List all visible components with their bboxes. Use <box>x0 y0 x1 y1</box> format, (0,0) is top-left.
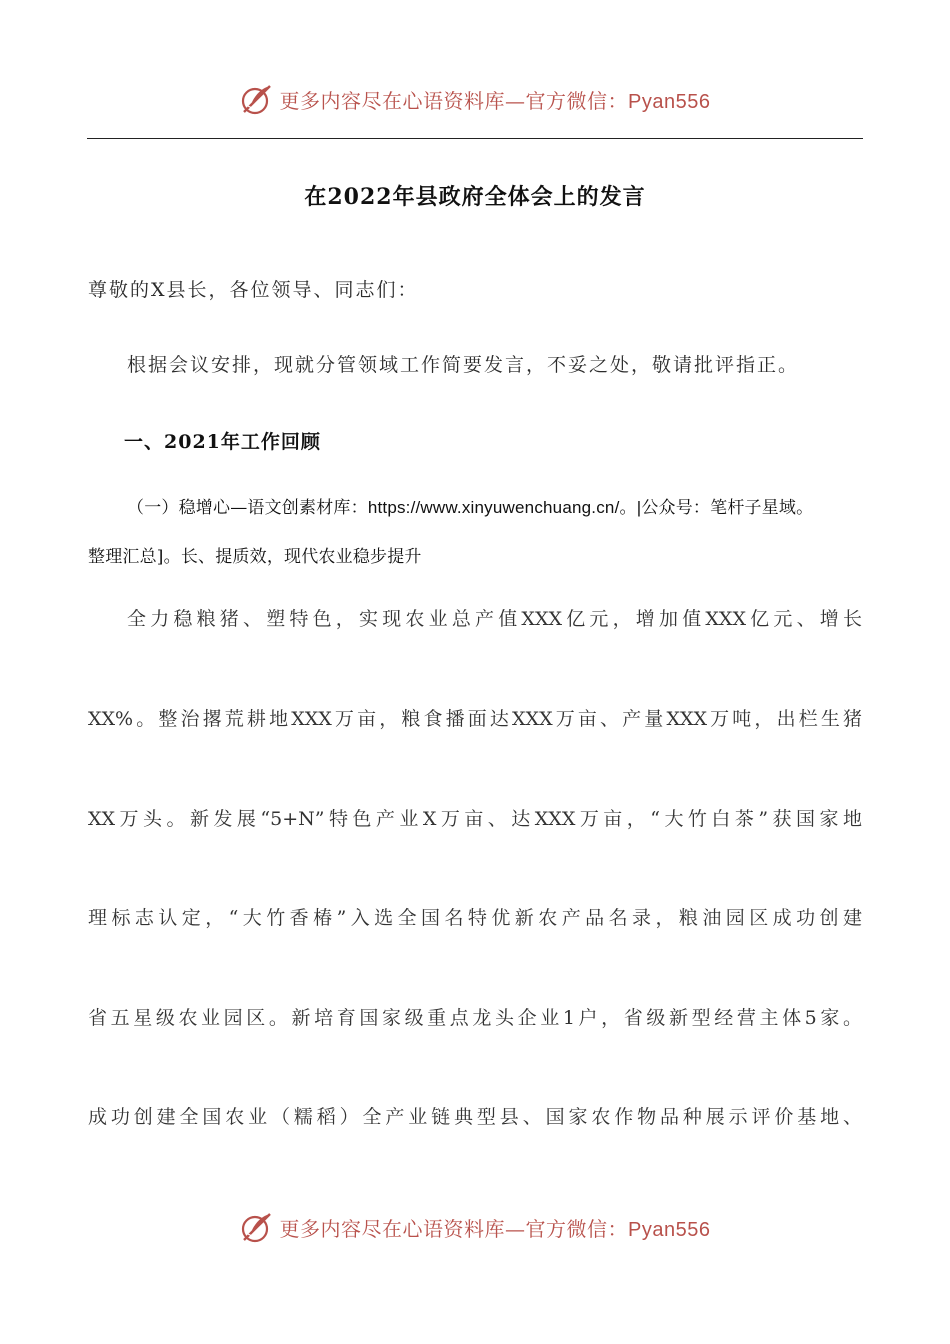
subsection-heading-line2: 整理汇总]。长、提质效，现代农业稳步提升 <box>88 547 422 567</box>
body-line-3: XX万头。新发展“5+N”特色产业X万亩、达XXX万亩，“大竹白茶”获国家地 <box>88 808 862 830</box>
subsection-rest: 公众号：笔杆子星域。 <box>641 498 814 518</box>
subsection-heading-line1 <box>127 493 813 518</box>
footer-wechat-id: Pyan556 <box>628 1218 711 1241</box>
feather-pen-logo-icon <box>240 1210 274 1244</box>
body-line-5: 省五星级农业园区。新培育国家级重点龙头企业1户，省级新型经营主体5家。 <box>88 1007 862 1029</box>
subsection-after-url: 。 <box>619 498 637 518</box>
header-divider <box>87 138 863 139</box>
body-line-4: 理标志认定，“大竹香椿”入选全国名特优新农产品名录，粮油园区成功创建 <box>88 907 862 929</box>
header-banner-text <box>280 85 711 114</box>
subsection-url[interactable]: https://www.xinyuwenchuang.cn/ <box>367 498 620 517</box>
header-banner <box>0 82 950 116</box>
footer-banner-label: 更多内容尽在心语资料库—官方微信： <box>279 1216 629 1241</box>
feather-pen-logo-icon <box>240 82 274 116</box>
subsection-prefix: （一）稳增心—语文创素材库： <box>127 498 368 518</box>
intro-paragraph: 根据会议安排，现就分管领域工作简要发言，不妥之处，敬请批评指正。 <box>127 354 800 376</box>
section-heading: 一、2021年工作回顾 <box>124 431 321 453</box>
footer-banner <box>0 1210 950 1244</box>
document-title: 在2022年县政府全体会上的发言 <box>304 184 646 210</box>
footer-banner-text <box>280 1213 711 1242</box>
body-line-6: 成功创建全国农业（糯稻）全产业链典型县、国家农作物品种展示评价基地、 <box>88 1106 862 1128</box>
body-line-1: 全力稳粮猪、塑特色，实现农业总产值XXX亿元，增加值XXX亿元、增长 <box>127 608 862 630</box>
header-wechat-id: Pyan556 <box>628 90 711 113</box>
body-line-2: XX%。整治撂荒耕地XXX万亩，粮食播面达XXX万亩、产量XXX万吨，出栏生猪 <box>88 708 862 730</box>
subsection-pipe: | <box>636 498 642 517</box>
salutation: 尊敬的X县长，各位领导、同志们： <box>88 279 419 301</box>
header-banner-label: 更多内容尽在心语资料库—官方微信： <box>279 88 629 113</box>
